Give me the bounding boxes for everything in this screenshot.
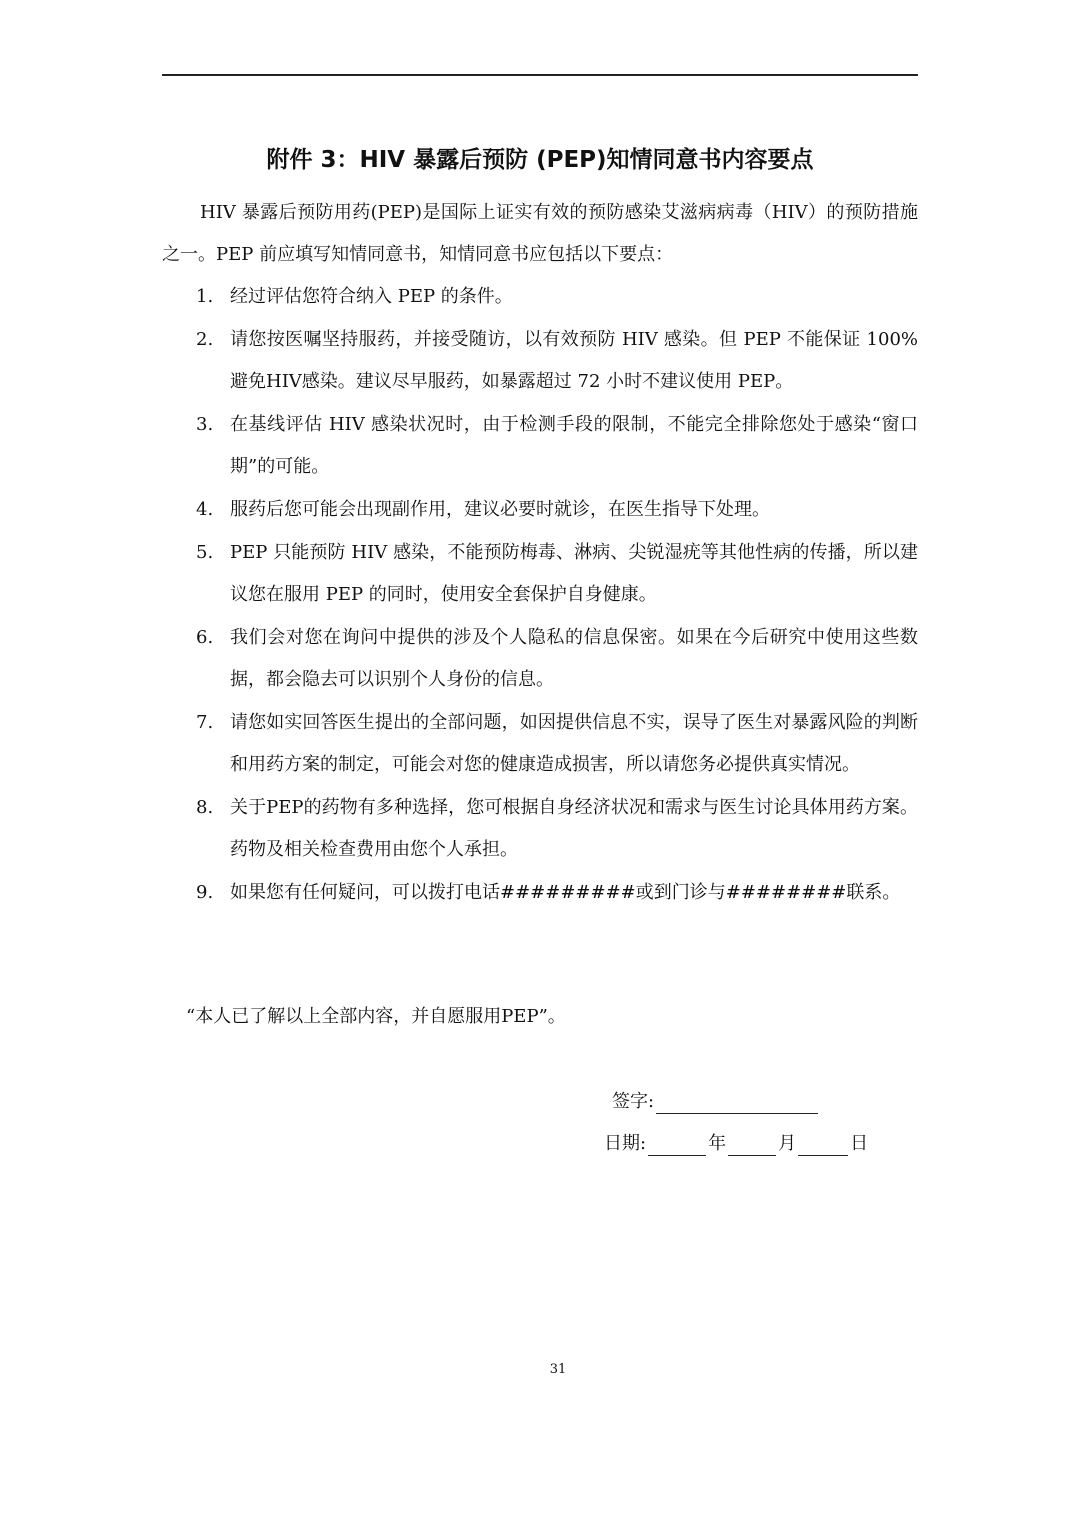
item-text: 服药后您可能会出现副作用，建议必要时就诊，在医生指导下处理。 — [230, 499, 770, 520]
list-item — [162, 319, 918, 403]
list-item — [162, 532, 918, 616]
signature-label: 签字: — [612, 1091, 655, 1112]
list-item — [162, 872, 918, 914]
day-label: 日 — [850, 1133, 869, 1154]
year-label: 年 — [708, 1133, 727, 1154]
list-item — [162, 702, 918, 786]
item-number: 8. — [196, 797, 214, 818]
item-text: 经过评估您符合纳入 PEP 的条件。 — [230, 286, 513, 307]
item-number: 6. — [196, 627, 214, 648]
month-label: 月 — [778, 1133, 797, 1154]
day-blank[interactable] — [798, 1129, 848, 1156]
item-number: 9. — [196, 882, 214, 903]
signature-line — [612, 1082, 820, 1122]
header-rule — [162, 74, 918, 76]
item-text: 请您按医嘱坚持服药，并接受随访，以有效预防 HIV 感染。但 PEP 不能保证 100%避免HIV感染。建议尽早服药，如暴露超过 72 小时不建议使用 PEP。 — [230, 329, 918, 392]
date-label: 日期: — [604, 1133, 647, 1154]
item-number: 3. — [196, 414, 214, 435]
item-number: 4. — [196, 499, 214, 520]
document-title: 附件 3：HIV 暴露后预防 (PEP)知情同意书内容要点 — [266, 147, 814, 173]
month-blank[interactable] — [728, 1129, 776, 1156]
consent-declaration: “本人已了解以上全部内容，并自愿服用PEP”。 — [186, 1006, 566, 1027]
signature-blank[interactable] — [656, 1087, 818, 1114]
page-number: 31 — [549, 1362, 567, 1377]
consent-points-list — [162, 276, 918, 915]
list-item — [162, 617, 918, 701]
list-item — [162, 404, 918, 488]
list-item — [162, 787, 918, 871]
item-number: 1. — [196, 286, 214, 307]
item-text: PEP 只能预防 HIV 感染，不能预防梅毒、淋病、尖锐湿疣等其他性病的传播，所以建议您在服用 PEP 的同时，使用安全套保护自身健康。 — [230, 542, 918, 605]
item-number: 2. — [196, 329, 214, 350]
item-text: 我们会对您在询问中提供的涉及个人隐私的信息保密。如果在今后研究中使用这些数据，都会隐去可以识别个人身份的信息。 — [230, 627, 918, 690]
item-number: 5. — [196, 542, 214, 563]
item-text: 在基线评估 HIV 感染状况时，由于检测手段的限制，不能完全排除您处于感染“窗口期”的可能。 — [230, 414, 918, 477]
list-item — [162, 276, 918, 318]
item-text: 关于PEP的药物有多种选择，您可根据自身经济状况和需求与医生讨论具体用药方案。药物及相关检查费用由您个人承担。 — [230, 797, 918, 860]
year-blank[interactable] — [648, 1129, 706, 1156]
date-line — [604, 1124, 868, 1164]
item-number: 7. — [196, 712, 214, 733]
item-text: 请您如实回答医生提出的全部问题，如因提供信息不实，误导了医生对暴露风险的判断和用药方案的制定，可能会对您的健康造成损害，所以请您务必提供真实情况。 — [230, 712, 918, 775]
intro-paragraph: HIV 暴露后预防用药(PEP)是国际上证实有效的预防感染艾滋病病毒（HIV）的预防措施之一。PEP 前应填写知情同意书，知情同意书应包括以下要点： — [162, 202, 918, 265]
item-text: 如果您有任何疑问，可以拨打电话#########或到门诊与########联系。 — [230, 882, 901, 903]
list-item — [162, 489, 918, 531]
